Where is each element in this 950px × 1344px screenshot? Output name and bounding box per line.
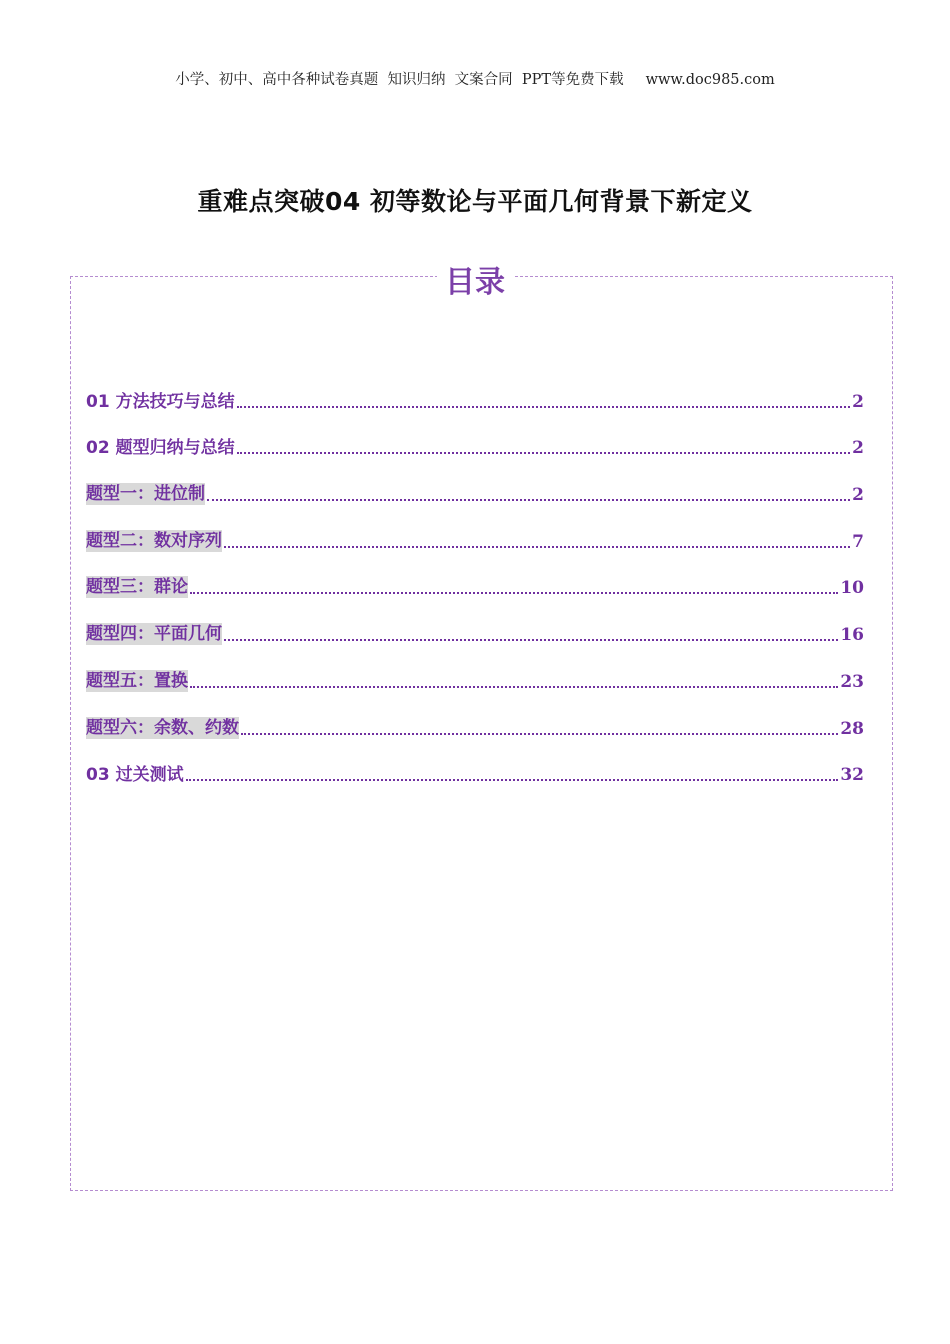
toc-entry-page: 23	[840, 671, 864, 692]
toc-entry-label: 01 方法技巧与总结	[86, 391, 235, 412]
toc-entry-type-3[interactable]	[86, 566, 864, 613]
toc-entry-page: 2	[852, 438, 864, 459]
toc-entry-type-2[interactable]	[86, 519, 864, 566]
toc-entry-label: 题型六：余数、约数	[86, 717, 239, 738]
toc-entry-method-summary[interactable]	[86, 379, 864, 426]
toc-list	[86, 379, 864, 799]
toc-entry-page: 16	[840, 625, 864, 646]
toc-entry-type-6[interactable]	[86, 706, 864, 753]
toc-leader-dots	[241, 733, 838, 735]
toc-entry-final-test[interactable]	[86, 753, 864, 800]
toc-entry-label: 题型五：置换	[86, 670, 188, 691]
header-text: 小学、初中、高中各种试卷真题 知识归纳 文案合同 PPT等免费下载	[175, 72, 624, 88]
toc-entry-label: 题型三：群论	[86, 577, 188, 598]
toc-entry-page: 28	[840, 718, 864, 739]
toc-entry-label: 02 题型归纳与总结	[86, 438, 235, 459]
toc-entry-page: 10	[840, 578, 864, 599]
toc-entry-label: 03 过关测试	[86, 765, 184, 786]
toc-entry-label: 题型二：数对序列	[86, 530, 222, 551]
toc-entry-type-1[interactable]	[86, 472, 864, 519]
toc-entry-page: 2	[852, 485, 864, 506]
toc-leader-dots	[237, 406, 851, 408]
toc-leader-dots	[190, 686, 838, 688]
toc-entry-page: 2	[852, 391, 864, 412]
toc-heading	[0, 257, 950, 301]
toc-entry-page: 32	[840, 765, 864, 786]
document-title: 重难点突破04 初等数论与平面几何背景下新定义	[197, 187, 753, 216]
toc-entry-label: 题型一：进位制	[86, 484, 205, 505]
site-header	[0, 68, 950, 89]
toc-leader-dots	[190, 592, 838, 594]
toc-leader-dots	[224, 546, 850, 548]
toc-leader-dots	[186, 779, 839, 781]
toc-leader-dots	[224, 639, 838, 641]
header-url-link[interactable]: www.doc985.com	[645, 72, 775, 88]
toc-leader-dots	[237, 452, 851, 454]
toc-entry-page: 7	[852, 531, 864, 552]
toc-entry-type-5[interactable]	[86, 659, 864, 706]
toc-leader-dots	[207, 499, 850, 501]
toc-heading-text: 目录	[437, 265, 513, 300]
toc-entry-type-summary[interactable]	[86, 426, 864, 473]
toc-entry-label: 题型四：平面几何	[86, 624, 222, 645]
toc-entry-type-4[interactable]	[86, 612, 864, 659]
